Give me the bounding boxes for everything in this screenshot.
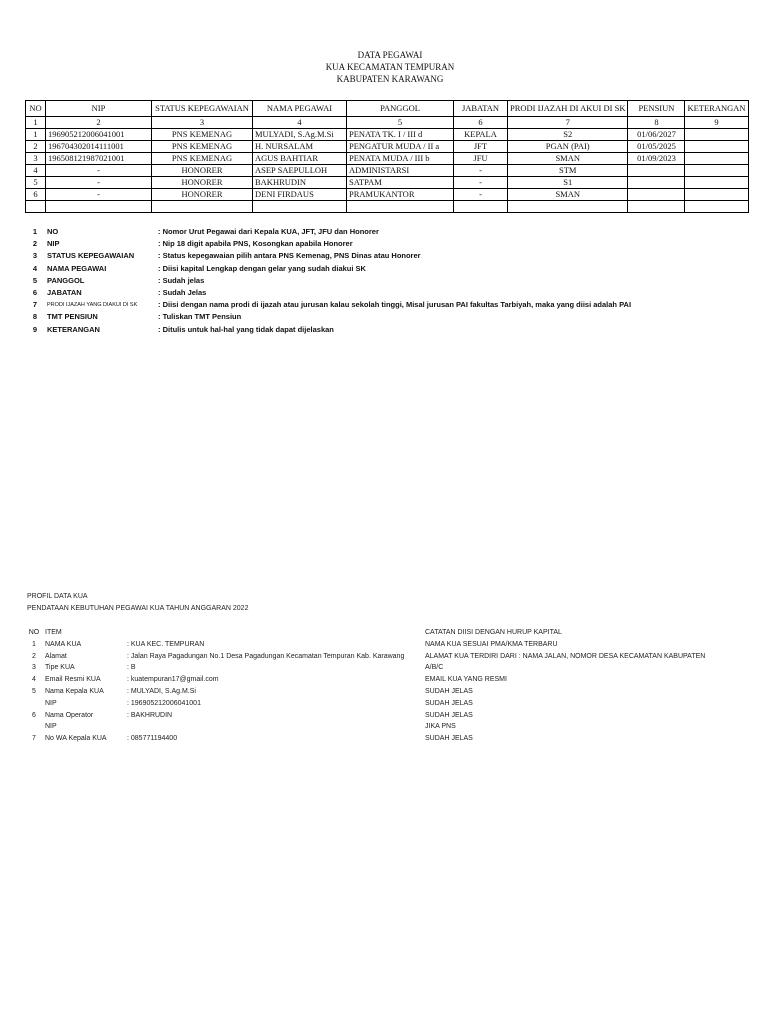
profile-note: ALAMAT KUA TERDIRI DARI : NAMA JALAN, NOMOR DESA KECAMATAN KABUPATEN: [425, 652, 706, 660]
legend-no: 8: [32, 312, 38, 322]
profile-no: 4: [32, 676, 36, 684]
cell-empty: [253, 201, 347, 213]
table-row: [26, 189, 749, 201]
legend-no: 5: [32, 275, 38, 285]
profile-note: NAMA KUA SESUAI PMA/KMA TERBARU: [425, 640, 558, 648]
column-number: 6: [454, 117, 508, 129]
profile-note: SUDAH JELAS: [425, 711, 473, 719]
column-number: 5: [347, 117, 454, 129]
profile-header-no: NO: [28, 629, 40, 636]
profile-value: : 085771194400: [127, 735, 178, 743]
cell-no: 4: [26, 165, 46, 177]
cell-nama: H. NURSALAM: [253, 141, 347, 153]
cell-empty: [46, 201, 152, 213]
cell-nama: BAKHRUDIN: [253, 177, 347, 189]
profile-value: : KUA KEC. TEMPURAN: [127, 640, 205, 648]
header-jabatan: JABATAN: [454, 101, 508, 117]
cell-pensiun: [628, 189, 685, 201]
profile-value: : BAKHRUDIN: [127, 711, 173, 719]
column-number: 3: [152, 117, 253, 129]
column-number: 2: [46, 117, 152, 129]
cell-no: 5: [26, 177, 46, 189]
profile-item: NAMA KUA: [45, 640, 82, 648]
legend-key: NAMA PEGAWAI: [47, 263, 107, 273]
employee-table: [25, 100, 749, 213]
column-number: 1: [26, 117, 46, 129]
cell-prodi: SMAN: [508, 189, 628, 201]
legend-no: 4: [32, 263, 38, 273]
profile-no: 2: [32, 652, 36, 660]
table-header-row: [26, 101, 749, 117]
column-number: 7: [508, 117, 628, 129]
legend-key: KETERANGAN: [47, 324, 100, 334]
profile-no: 7: [32, 735, 36, 743]
legend-no: 6: [32, 287, 38, 297]
header-pensiun: PENSIUN: [628, 101, 685, 117]
profile-header-note: CATATAN DIISI DENGAN HURUP KAPITAL: [425, 629, 562, 636]
cell-nip: 196508121987021001: [46, 153, 152, 165]
table-row: [26, 153, 749, 165]
cell-empty: [26, 201, 46, 213]
column-number: 8: [628, 117, 685, 129]
cell-nama: AGUS BAHTIAR: [253, 153, 347, 165]
cell-pensiun: 01/09/2023: [628, 153, 685, 165]
cell-status: PNS KEMENAG: [152, 153, 253, 165]
profile-note: SUDAH JELAS: [425, 735, 473, 743]
profile-note: JIKA PNS: [425, 723, 456, 731]
cell-prodi: S2: [508, 129, 628, 141]
table-row: [26, 129, 749, 141]
cell-prodi: SMAN: [508, 153, 628, 165]
legend-desc: : Sudah Jelas: [158, 287, 207, 297]
cell-nip: 196704302014111001: [46, 141, 152, 153]
cell-keterangan: [685, 177, 748, 189]
legend-desc: : Status kepegawaian pilih antara PNS Kemenag, PNS Dinas atau Honorer: [158, 251, 421, 261]
legend-key: PRODI IJAZAH YANG DIAKUI DI SK: [47, 302, 138, 309]
cell-no: 1: [26, 129, 46, 141]
profile-note: SUDAH JELAS: [425, 687, 473, 695]
table-row: [26, 141, 749, 153]
header-no: NO: [26, 101, 46, 117]
profile-no: 1: [32, 640, 36, 648]
profile-item: No WA Kepala KUA: [45, 735, 107, 743]
cell-nama: DENI FIRDAUS: [253, 189, 347, 201]
legend-desc: : Ditulis untuk hal-hal yang tidak dapat dijelaskan: [158, 324, 334, 334]
cell-pensiun: 01/06/2027: [628, 129, 685, 141]
legend-no: 1: [32, 227, 38, 236]
profile-item: Alamat: [45, 652, 67, 660]
legend-desc: : Nip 18 digit apabila PNS, Kosongkan apabila Honorer: [158, 239, 353, 249]
legend-key: NIP: [47, 239, 60, 249]
cell-empty: [454, 201, 508, 213]
cell-nama: ASEP SAEPULLOH: [253, 165, 347, 177]
legend-key: PANGGOL: [47, 275, 85, 285]
cell-keterangan: [685, 141, 748, 153]
cell-jabatan: JFT: [454, 141, 508, 153]
profile-item: Email Resmi KUA: [45, 676, 101, 684]
profile-no: 6: [32, 711, 36, 719]
cell-pensiun: [628, 165, 685, 177]
profile-note: EMAIL KUA YANG RESMI: [425, 676, 507, 684]
cell-pensiun: 01/05/2025: [628, 141, 685, 153]
cell-prodi: PGAN (PAI): [508, 141, 628, 153]
legend-desc: : Diisi dengan nama prodi di ijazah atau jurusan kalau sekolah tinggi, Misal jurusan PAI fakultas Tarbiyah, maka yang diisi adalah PAI: [158, 300, 632, 310]
cell-nip: -: [46, 189, 152, 201]
cell-jabatan: JFU: [454, 153, 508, 165]
title-line-3: KABUPATEN KARAWANG: [336, 74, 444, 84]
cell-panggol: PRAMUKANTOR: [347, 189, 454, 201]
profile-value: : kuatempuran17@gmail.com: [127, 676, 219, 684]
profile-subtitle: PENDATAAN KEBUTUHAN PEGAWAI KUA TAHUN ANGGARAN 2022: [27, 605, 249, 612]
cell-status: HONORER: [152, 177, 253, 189]
cell-nip: -: [46, 165, 152, 177]
legend-key: NO: [47, 227, 59, 236]
cell-status: HONORER: [152, 165, 253, 177]
cell-keterangan: [685, 165, 748, 177]
cell-nama: MULYADI, S.Ag.M.Si: [253, 129, 347, 141]
cell-no: 3: [26, 153, 46, 165]
legend-desc: : Nomor Urut Pegawai dari Kepala KUA, JFT, JFU dan Honorer: [158, 227, 379, 236]
title-line-2: KUA KECAMATAN TEMPURAN: [325, 62, 455, 72]
cell-nip: 196905212006041001: [46, 129, 152, 141]
legend-key: TMT PENSIUN: [47, 312, 98, 322]
cell-nip: -: [46, 177, 152, 189]
cell-status: HONORER: [152, 189, 253, 201]
profile-no: 5: [32, 687, 36, 695]
header-keterangan: KETERANGAN: [685, 101, 748, 117]
table-row: [26, 177, 749, 189]
cell-no: 2: [26, 141, 46, 153]
title-line-1: DATA PEGAWAI: [357, 50, 423, 60]
legend-no: 2: [32, 239, 38, 249]
header-prodi: PRODI IJAZAH DI AKUI DI SK: [508, 101, 628, 117]
table-row-empty: [26, 201, 749, 213]
profile-title: PROFIL DATA KUA: [27, 593, 88, 600]
column-number-row: [26, 117, 749, 129]
cell-empty: [152, 201, 253, 213]
legend-no: 3: [32, 251, 38, 261]
profile-note: SUDAH JELAS: [425, 699, 473, 707]
profile-item: Nama Kepala KUA: [45, 687, 104, 695]
profile-value: : B: [127, 664, 136, 672]
column-number: 9: [685, 117, 748, 129]
legend-desc: : Tuliskan TMT Pensiun: [158, 312, 242, 322]
cell-empty: [685, 201, 748, 213]
table-row: [26, 165, 749, 177]
legend-desc: : Sudah jelas: [158, 275, 205, 285]
legend-key: JABATAN: [47, 287, 82, 297]
profile-item: Nama Operator: [45, 711, 94, 719]
header-status: STATUS KEPEGAWAIAN: [152, 101, 253, 117]
legend-no: 9: [32, 324, 38, 334]
cell-jabatan: -: [454, 165, 508, 177]
profile-note: A/B/C: [425, 664, 444, 672]
cell-panggol: PENATA TK. I / III d: [347, 129, 454, 141]
profile-item: NIP: [45, 699, 57, 707]
profile-value: : 196905212006041001: [127, 699, 201, 707]
profile-value: : MULYADI, S.Ag.M.Si: [127, 687, 196, 695]
cell-empty: [628, 201, 685, 213]
cell-prodi: S1: [508, 177, 628, 189]
cell-jabatan: -: [454, 177, 508, 189]
cell-keterangan: [685, 129, 748, 141]
document-title: [0, 49, 768, 85]
profile-heading: [27, 591, 248, 615]
header-nip: NIP: [46, 101, 152, 117]
legend-key: STATUS KEPEGAWAIAN: [47, 251, 135, 261]
profile-value: : Jalan Raya Pagadungan No.1 Desa Pagadungan Kecamatan Tempuran Kab. Karawang: [127, 652, 405, 660]
profile-item: NIP: [45, 723, 57, 731]
profile-item: Tipe KUA: [45, 664, 75, 672]
legend-desc: : Diisi kapital Lengkap dengan gelar yang sudah diakui SK: [158, 263, 366, 273]
cell-status: PNS KEMENAG: [152, 129, 253, 141]
cell-keterangan: [685, 153, 748, 165]
cell-no: 6: [26, 189, 46, 201]
cell-status: PNS KEMENAG: [152, 141, 253, 153]
cell-keterangan: [685, 189, 748, 201]
cell-pensiun: [628, 177, 685, 189]
cell-empty: [508, 201, 628, 213]
cell-panggol: PENATA MUDA / III b: [347, 153, 454, 165]
cell-prodi: STM: [508, 165, 628, 177]
profile-no: 3: [32, 664, 36, 672]
header-nama: NAMA PEGAWAI: [253, 101, 347, 117]
cell-panggol: PENGATUR MUDA / II a: [347, 141, 454, 153]
cell-panggol: ADMINISTARSI: [347, 165, 454, 177]
legend-no: 7: [32, 300, 38, 310]
header-panggol: PANGGOL: [347, 101, 454, 117]
cell-empty: [347, 201, 454, 213]
profile-header-item: ITEM: [45, 629, 62, 636]
cell-jabatan: KEPALA: [454, 129, 508, 141]
cell-jabatan: -: [454, 189, 508, 201]
column-number: 4: [253, 117, 347, 129]
cell-panggol: SATPAM: [347, 177, 454, 189]
